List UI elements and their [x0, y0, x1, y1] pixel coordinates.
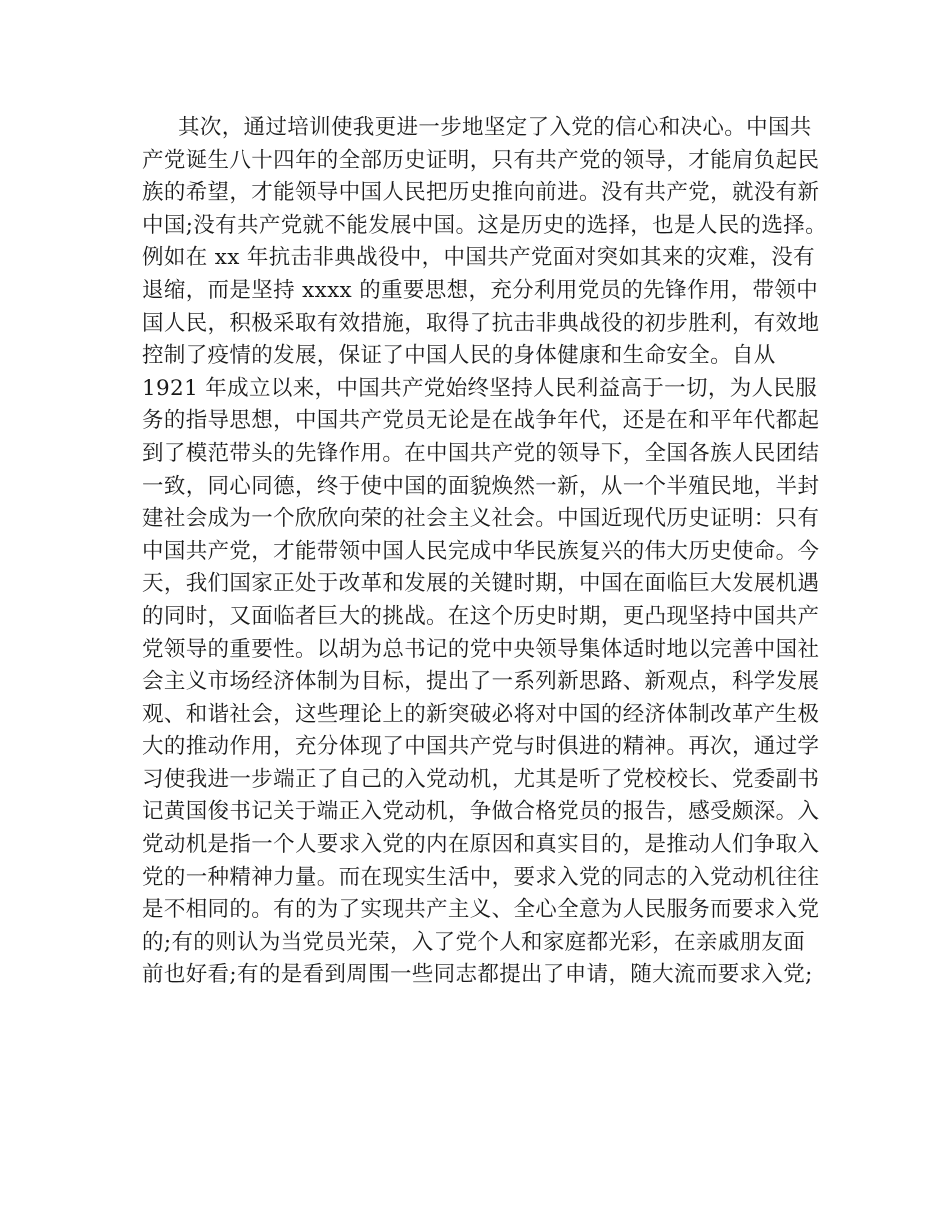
text-line: 到了模范带头的先锋作用。在中国共产党的领导下，全国各族人民团结 [142, 440, 820, 466]
text-line: 其次，通过培训使我更进一步地坚定了入党的信心和决心。中国共 [178, 115, 812, 140]
text-line: 党的一种精神力量。而在现实生活中，要求入党的同志的入党动机往往 [142, 864, 820, 890]
text-line: 族的希望，才能领导中国人民把历史推向前进。没有共产党，就没有新 [142, 180, 820, 206]
text-line: 大的推动作用，充分体现了中国共产党与时俱进的精神。再次，通过学 [142, 734, 820, 760]
text-line: 中国;没有共产党就不能发展中国。这是历史的选择，也是人民的选择。 [142, 212, 827, 238]
text-line: 习使我进一步端正了自己的入党动机，尤其是听了党校校长、党委副书 [142, 766, 820, 792]
text-line: 观、和谐社会，这些理论上的新突破必将对中国的经济体制改革产生极 [142, 701, 820, 727]
text-line: 是不相同的。有的为了实现共产主义、全心全意为人民服务而要求入党 [142, 897, 820, 923]
text-line: 控制了疫情的发展，保证了中国人民的身体健康和生命安全。自从 [142, 343, 776, 369]
text-line: 前也好看;有的是看到周围一些同志都提出了申请，随大流而要求入党; [142, 962, 813, 988]
text-line: 国人民，积极采取有效措施，取得了抗击非典战役的初步胜利，有效地 [142, 310, 820, 336]
text-line: 的同时，又面临者巨大的挑战。在这个历史时期，更凸现坚持中国共产 [142, 603, 820, 629]
text-line: 会主义市场经济体制为目标，提出了一系列新思路、新观点，科学发展 [142, 669, 820, 695]
text-line: 退缩，而是坚持 xxxx 的重要思想，充分利用党员的先锋作用，带领中 [142, 277, 819, 303]
text-line: 例如在 xx 年抗击非典战役中，中国共产党面对突如其来的灾难，没有 [142, 245, 815, 271]
text-line: 1921 年成立以来，中国共产党始终坚持人民利益高于一切，为人民服 [142, 375, 818, 401]
text-line: 一致，同心同德，终于使中国的面貌焕然一新，从一个半殖民地，半封 [142, 473, 820, 499]
text-line: 务的指导思想，中国共产党员无论是在战争年代，还是在和平年代都起 [142, 408, 820, 434]
text-line: 党领导的重要性。以胡为总书记的党中央领导集体适时地以完善中国社 [142, 636, 820, 662]
body-paragraph [142, 112, 832, 992]
text-line: 的;有的则认为当党员光荣，入了党个人和家庭都光彩，在亲戚朋友面 [142, 929, 806, 955]
text-line: 党动机是指一个人要求入党的内在原因和真实目的，是推动人们争取入 [142, 832, 820, 858]
text-line: 天，我们国家正处于改革和发展的关键时期，中国在面临巨大发展机遇 [142, 571, 820, 597]
text-line: 记黄国俊书记关于端正入党动机，争做合格党员的报告，感受颇深。入 [142, 799, 820, 825]
text-line: 建社会成为一个欣欣向荣的社会主义社会。中国近现代历史证明：只有 [142, 506, 820, 532]
text-line: 产党诞生八十四年的全部历史证明，只有共产党的领导，才能肩负起民 [142, 147, 820, 173]
text-line: 中国共产党，才能带领中国人民完成中华民族复兴的伟大历史使命。今 [142, 538, 820, 564]
